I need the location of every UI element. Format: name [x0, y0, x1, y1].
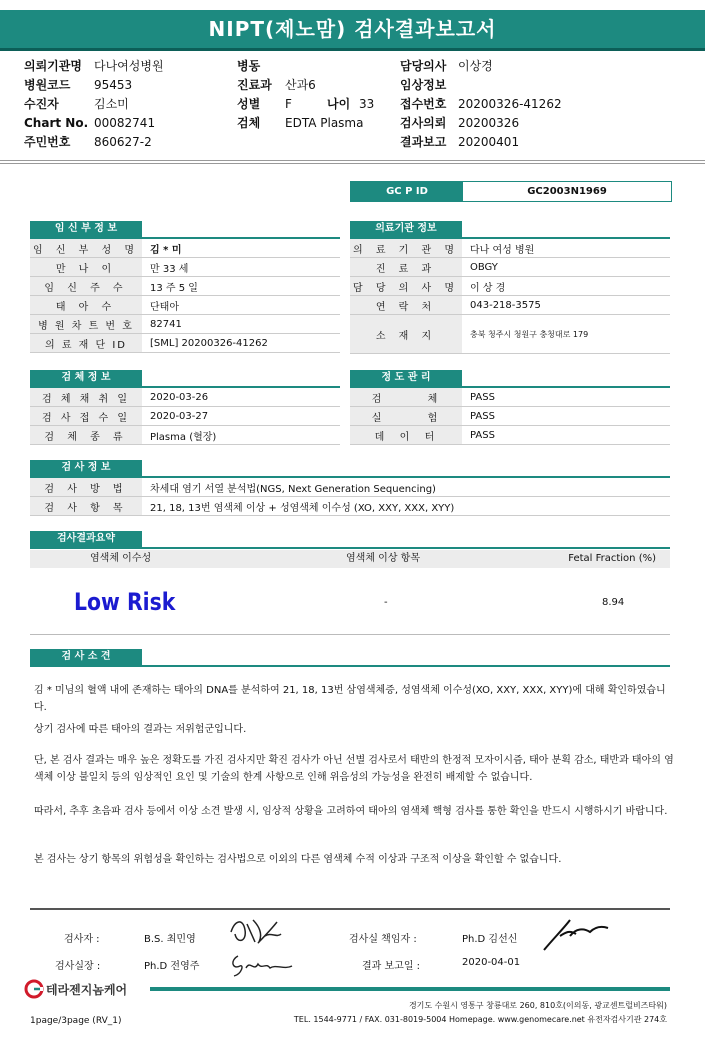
resident-no-label: 주민번호 — [24, 135, 71, 149]
resident-no-value: 860627-2 — [94, 135, 152, 149]
receipt-no-label: 접수번호 — [400, 97, 447, 111]
remark-paragraph: 본 검사는 상기 항목의 위험성을 확인하는 검사법으로 이외의 다른 염색체 수적 이상과 구조적 이상을 확인할 수 없습니다. — [34, 854, 562, 865]
row-key: 임 신 부 성 명 — [30, 239, 142, 258]
ward-label: 병동 — [237, 59, 261, 73]
row-value: 다나 여성 병원 — [462, 239, 670, 258]
gcp-id-value: GC2003N1969 — [527, 186, 607, 197]
qc-info-table — [350, 388, 670, 445]
company-address: 경기도 수원시 영통구 창룡대로 260, 810호(이의동, 광교센트럴비즈타워) — [408, 1001, 667, 1010]
row-value: PASS — [462, 407, 670, 426]
table-row — [30, 239, 340, 258]
row-key: 소 재 지 — [350, 315, 462, 354]
pregnant-info-table — [30, 239, 340, 353]
row-value: 043-218-3575 — [462, 296, 670, 315]
row-value: Plasma (혈장) — [142, 426, 340, 445]
specimen-info-tag: 검 체 정 보 — [30, 370, 142, 386]
row-value: PASS — [462, 426, 670, 445]
row-value: 21, 18, 13번 염색체 이상 + 성염색체 이수성 (XO, XXY, XXX, XYY) — [142, 497, 670, 516]
remark-paragraph: 김 * 미님의 혈액 내에 존재하는 태아의 DNA를 분석하여 21, 18, 13번 삼염색체증, 성염색체 이수성(XO, XXY, XXX, XYY)에 대해 확인하였습니다. — [34, 685, 666, 713]
table-row — [350, 426, 670, 445]
report-date-bottom: 2020-04-01 — [462, 957, 521, 968]
row-value: 김 * 미 — [142, 239, 340, 258]
tester-signature — [225, 912, 285, 950]
row-key: 만 나 이 — [30, 258, 142, 277]
test-info-table — [30, 478, 670, 516]
row-value: [SML] 20200326-41262 — [142, 334, 340, 353]
director-label: 검사실장 : — [55, 961, 101, 972]
table-row — [350, 277, 670, 296]
table-row — [30, 426, 340, 445]
table-row — [350, 388, 670, 407]
company-contact: TEL. 1544-9771 / FAX. 031-8019-5004 Homepage. www.genomecare.net 유전자검사기관 274호 — [293, 1015, 667, 1024]
hospital-info-tag: 의료기관 정보 — [350, 221, 462, 237]
table-row — [30, 407, 340, 426]
result-fetal-fraction: 8.94 — [602, 597, 625, 608]
summary-line — [30, 547, 670, 549]
request-date-label: 검사의뢰 — [400, 116, 447, 130]
row-key: 태 아 수 — [30, 296, 142, 315]
row-value: 만 33 세 — [142, 258, 340, 277]
row-value: 차세대 염기 서열 분석법(NGS, Next Generation Sequencing) — [142, 478, 670, 497]
row-value: PASS — [462, 388, 670, 407]
sex-label: 성별 — [237, 97, 261, 111]
department-label: 진료과 — [237, 78, 272, 92]
chart-no-label: Chart No. — [24, 116, 89, 130]
row-value: 충북 청주시 청원구 충청대로 179 — [462, 315, 670, 354]
row-value: 2020-03-26 — [142, 388, 340, 407]
chart-no-value: 00082741 — [94, 116, 156, 130]
specimen-value: EDTA Plasma — [285, 116, 364, 130]
hospital-code-label: 병원코드 — [24, 78, 71, 92]
table-row — [350, 407, 670, 426]
remarks-tag: 검 사 소 견 — [30, 649, 142, 665]
table-row — [30, 277, 340, 296]
tester-name: B.S. 최민영 — [144, 934, 196, 945]
table-row — [30, 296, 340, 315]
company-logo-icon — [24, 979, 44, 999]
gcp-id-label: GC P ID — [351, 182, 463, 201]
header-col3 — [400, 56, 562, 151]
responsible-signature — [540, 914, 612, 954]
row-key: 검 체 채 취 일 — [30, 388, 142, 407]
pregnant-info-tag: 임 신 부 정 보 — [30, 221, 142, 237]
row-key: 임 신 주 수 — [30, 277, 142, 296]
header-col2 — [237, 56, 374, 132]
signature-divider — [30, 908, 670, 910]
responsible-label: 검사실 책임자 : — [349, 934, 417, 945]
row-key: 실 험 — [350, 407, 462, 426]
doctor-label: 담당의사 — [400, 59, 447, 73]
row-value: 82741 — [142, 315, 340, 334]
summary-col-abnormal-items: 염색체 이상 항목 — [346, 553, 420, 564]
report-date-value: 20200401 — [458, 135, 520, 149]
row-key: 의 료 기 관 명 — [350, 239, 462, 258]
patient-label: 수진자 — [24, 97, 59, 111]
hospital-code-value: 95453 — [94, 78, 133, 92]
table-row — [30, 478, 670, 497]
header-divider — [0, 160, 705, 161]
table-row — [350, 239, 670, 258]
remark-paragraph: 따라서, 추후 초음파 검사 등에서 이상 소견 발생 시, 임상적 상황을 고려하여 태아의 염색체 핵형 검사를 통한 확인을 반드시 시행하시기 바랍니다. — [34, 806, 668, 817]
report-date-label-bottom: 결과 보고일 : — [362, 961, 421, 972]
age-value: 33 — [359, 97, 375, 111]
table-row — [30, 315, 340, 334]
row-value: 이 상 경 — [462, 277, 670, 296]
row-key: 병 원 차 트 번 호 — [30, 315, 142, 334]
department-value: 산과6 — [285, 78, 316, 92]
sex-value: F — [285, 97, 292, 111]
summary-tag: 검사결과요약 — [30, 531, 142, 547]
footer-accent-line — [150, 987, 670, 991]
age-label: 나이 — [327, 97, 351, 111]
specimen-label: 검체 — [237, 116, 261, 130]
report-date-label: 결과보고 — [400, 135, 447, 149]
hospital-name-label: 의뢰기관명 — [24, 59, 82, 73]
summary-col-aneuploidy: 염색체 이수성 — [90, 553, 152, 564]
row-value: 13 주 5 일 — [142, 277, 340, 296]
clinical-info-label: 임상정보 — [400, 78, 447, 92]
result-abnormal-item: - — [384, 597, 388, 608]
table-row — [30, 497, 670, 516]
row-value: 2020-03-27 — [142, 407, 340, 426]
page-indicator: 1page/3page (RV_1) — [30, 1016, 122, 1026]
doctor-value: 이상경 — [458, 59, 493, 73]
row-value: OBGY — [462, 258, 670, 277]
summary-header — [30, 550, 670, 568]
table-row — [350, 296, 670, 315]
remark-paragraph: 단, 본 검사 결과는 매우 높은 정확도를 가진 검사지만 확진 검사가 아닌 선별 검사로서 태반의 한정적 모자이시즘, 태아 분획 감소, 태반과 태아의 염색체 이상 불일치 등의 임상적인 요인 및 기술의 한계 사항으로 인해 위음성의 가능성을 완전히 배제할 수 없습니다. — [34, 755, 674, 783]
remarks-line — [30, 665, 670, 667]
responsible-name: Ph.D 김선신 — [462, 934, 518, 945]
row-key: 검 체 — [350, 388, 462, 407]
report-title: NIPT(제노맘) 검사결과보고서 — [0, 10, 705, 51]
row-key: 검 사 항 목 — [30, 497, 142, 516]
row-key: 진 료 과 — [350, 258, 462, 277]
table-row — [30, 334, 340, 353]
result-low-risk: Low Risk — [74, 588, 176, 616]
remark-paragraph: 상기 검사에 따른 태아의 결과는 저위험군입니다. — [34, 724, 247, 735]
row-key: 연 락 처 — [350, 296, 462, 315]
gcp-id-box — [350, 181, 672, 202]
table-row — [350, 258, 670, 277]
header-divider-2 — [0, 163, 705, 164]
director-name: Ph.D 전영주 — [144, 961, 200, 972]
company-name: 테라젠지놈케어 — [46, 983, 128, 997]
test-info-tag: 검 사 정 보 — [30, 460, 142, 476]
row-key: 의 료 재 단 ID — [30, 334, 142, 353]
table-row — [30, 388, 340, 407]
table-row — [350, 315, 670, 354]
receipt-no-value: 20200326-41262 — [458, 97, 562, 111]
qc-info-tag: 정 도 관 리 — [350, 370, 462, 386]
tester-label: 검사자 : — [64, 934, 100, 945]
row-value: 단태아 — [142, 296, 340, 315]
specimen-info-table — [30, 388, 340, 445]
patient-value: 김소미 — [94, 97, 129, 111]
row-key: 검 사 방 법 — [30, 478, 142, 497]
table-row — [30, 258, 340, 277]
request-date-value: 20200326 — [458, 116, 520, 130]
row-key: 데 이 터 — [350, 426, 462, 445]
summary-divider — [30, 634, 670, 635]
director-signature — [228, 950, 298, 978]
row-key: 검 사 접 수 일 — [30, 407, 142, 426]
header-col1 — [24, 56, 164, 151]
row-key: 검 체 종 류 — [30, 426, 142, 445]
hospital-info-table — [350, 239, 670, 354]
summary-col-fetal-fraction: Fetal Fraction (%) — [568, 553, 656, 564]
row-key: 담 당 의 사 명 — [350, 277, 462, 296]
hospital-name-value: 다나여성병원 — [94, 59, 164, 73]
